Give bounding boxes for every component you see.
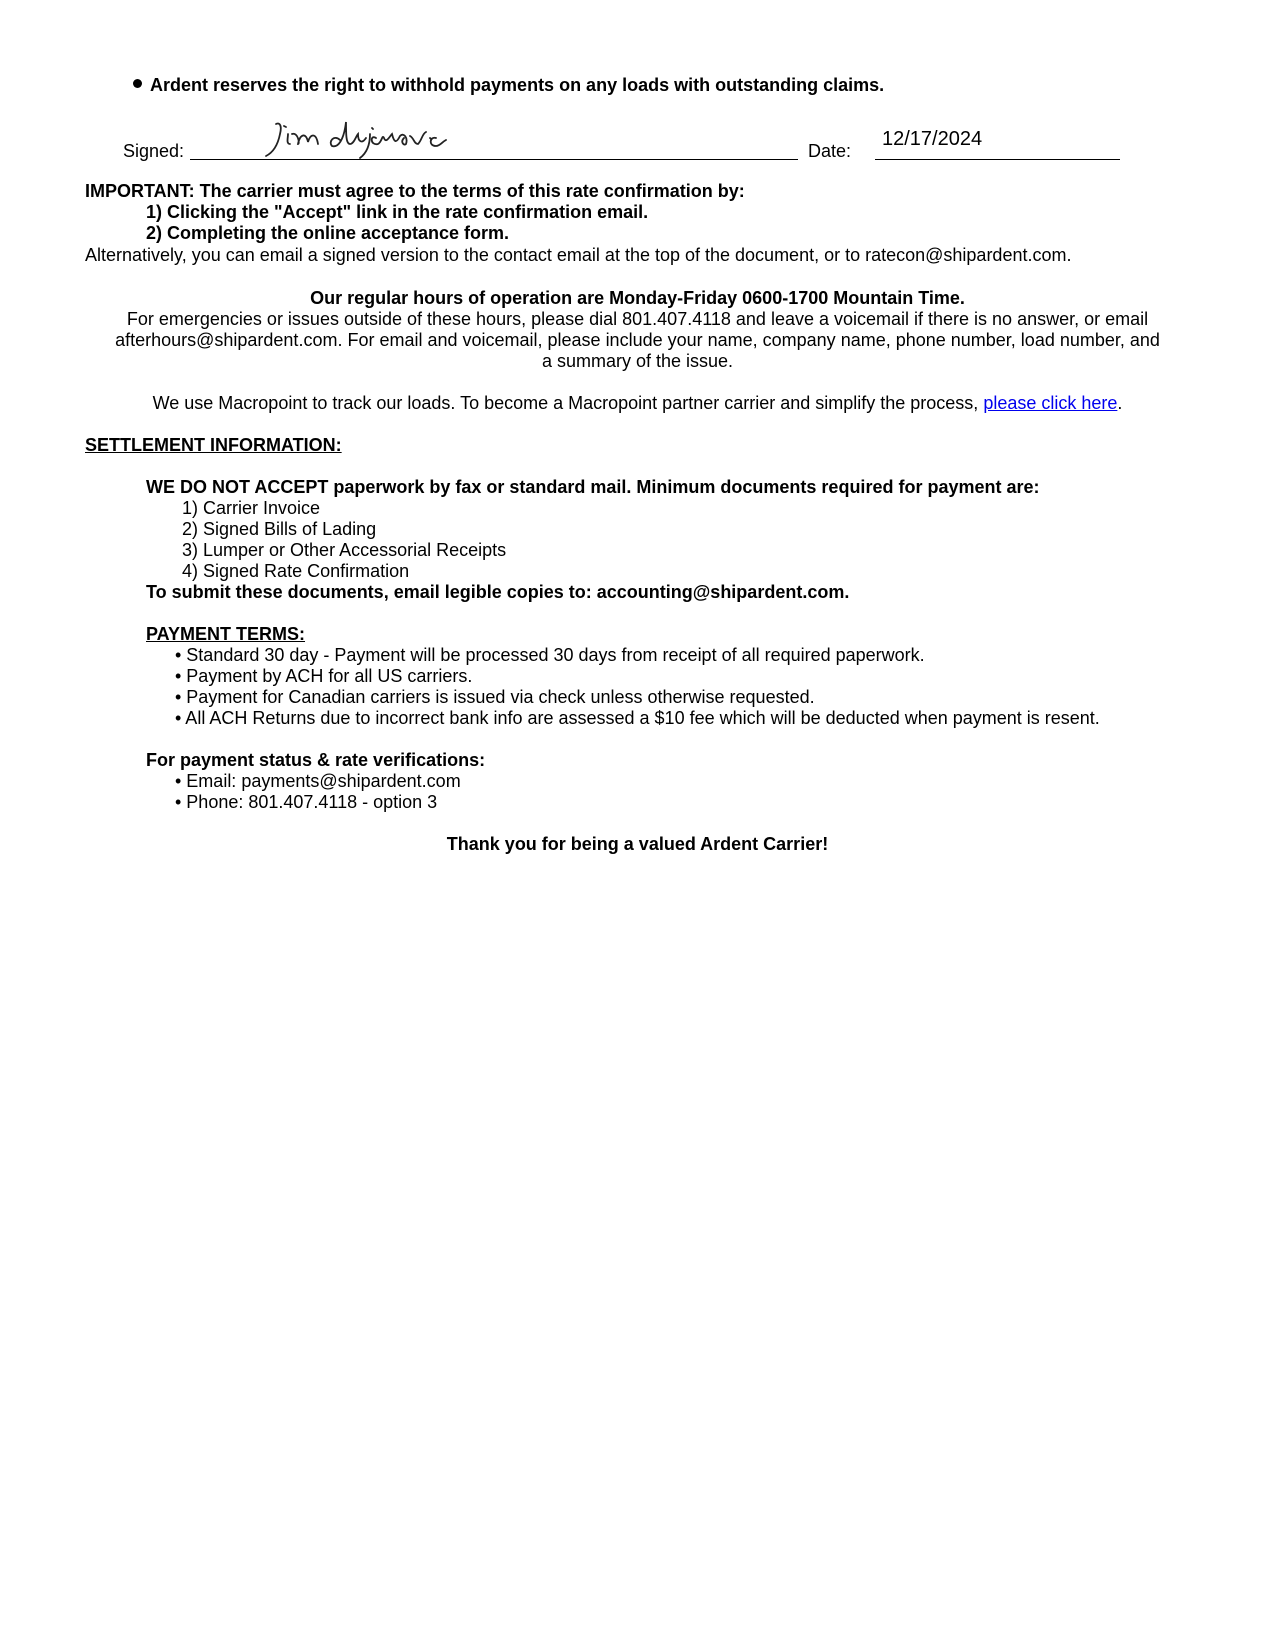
payment-terms-heading: PAYMENT TERMS: bbox=[146, 624, 306, 644]
claims-notice bbox=[133, 74, 884, 96]
paperwork-heading: WE DO NOT ACCEPT paperwork by fax or standard mail. Minimum documents required for payment are: bbox=[146, 477, 1040, 497]
document-item: 2) Signed Bills of Lading bbox=[182, 519, 377, 539]
alternative-note: Alternatively, you can email a signed version to the contact email at the top of the document, or to ratecon@shipardent.com. bbox=[85, 245, 1072, 265]
macropoint-text: We use Macropoint to track our loads. To become a Macropoint partner carrier and simplify the process, bbox=[152, 393, 984, 413]
submit-line: To submit these documents, email legible copies to: accounting@shipardent.com. bbox=[146, 582, 850, 602]
bullet-icon bbox=[133, 79, 142, 88]
payment-term-item: • Standard 30 day - Payment will be processed 30 days from receipt of all required paperwork. bbox=[175, 645, 925, 665]
settlement-heading: SETTLEMENT INFORMATION: bbox=[85, 435, 342, 455]
hours-heading: Our regular hours of operation are Monday-Friday 0600-1700 Mountain Time. bbox=[310, 288, 965, 308]
signed-label: Signed: bbox=[123, 141, 185, 161]
date-label: Date: bbox=[808, 141, 852, 161]
handwritten-signature bbox=[258, 104, 498, 164]
hours-line-1: For emergencies or issues outside of these hours, please dial 801.407.4118 and leave a voicemail if there is no answer, or email bbox=[126, 309, 1149, 329]
important-step-1: 1) Clicking the "Accept" link in the rate confirmation email. bbox=[146, 202, 649, 222]
hours-line-2: afterhours@shipardent.com. For email and voicemail, please include your name, company name, phone number, load number, and bbox=[115, 330, 1160, 350]
document-item: 4) Signed Rate Confirmation bbox=[182, 561, 410, 581]
macropoint-notice bbox=[0, 392, 1275, 414]
date-line bbox=[875, 159, 1120, 160]
payment-term-item: • Payment by ACH for all US carriers. bbox=[175, 666, 473, 686]
payment-status-item: • Phone: 801.407.4118 - option 3 bbox=[175, 792, 438, 812]
payment-term-item: • All ACH Returns due to incorrect bank info are assessed a $10 fee which will be deducted when payment is resent. bbox=[175, 708, 1100, 728]
document-item: 3) Lumper or Other Accessorial Receipts bbox=[182, 540, 507, 560]
date-value: 12/17/2024 bbox=[882, 128, 983, 150]
closing-message: Thank you for being a valued Ardent Carrier! bbox=[446, 834, 829, 854]
macropoint-link[interactable]: please click here bbox=[983, 393, 1118, 413]
claims-notice-text: Ardent reserves the right to withhold payments on any loads with outstanding claims. bbox=[150, 75, 885, 95]
payment-status-item: • Email: payments@shipardent.com bbox=[175, 771, 461, 791]
document-item: 1) Carrier Invoice bbox=[182, 498, 321, 518]
payment-term-item: • Payment for Canadian carriers is issued via check unless otherwise requested. bbox=[175, 687, 815, 707]
important-step-2: 2) Completing the online acceptance form. bbox=[146, 223, 510, 243]
payment-status-heading: For payment status & rate verifications: bbox=[146, 750, 486, 770]
hours-line-3: a summary of the issue. bbox=[541, 351, 734, 371]
important-heading: IMPORTANT: The carrier must agree to the terms of this rate confirmation by: bbox=[85, 181, 745, 201]
macropoint-suffix: . bbox=[1117, 393, 1123, 413]
